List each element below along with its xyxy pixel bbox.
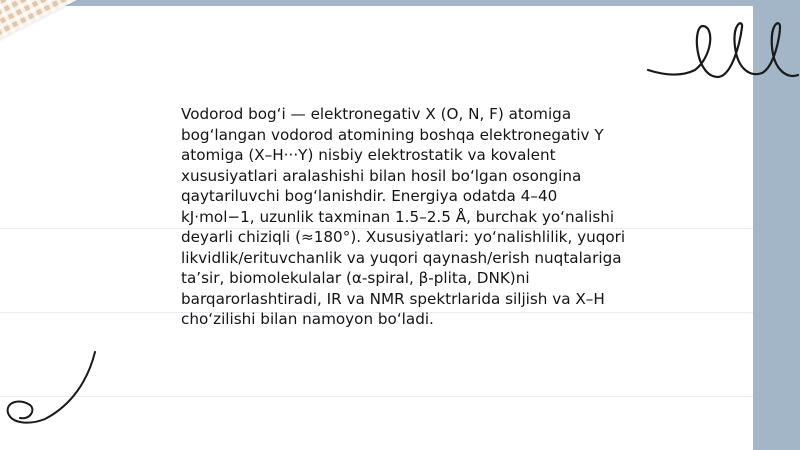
paper-rule-line — [0, 396, 753, 397]
definition-text: Vodorod bog‘i — elektronegativ X (O, N, F) atomiga bog‘langan vodorod atomining boshqa elektronegativ Y atomiga (X–H···Y) nisbiy elektrostatik va kovalent xususiyatlari aralashishi bilan hosil bo‘lgan osongina qaytariluvchi bog‘lanishdir. Energiya odatda 4–40 kJ·mol−1, uzunlik taxminan 1.5–2.5 Å, burchak yo‘nalishi deyarli chiziqli (≈180°). Xususiyatlari: yo‘nalishlilik, yuqori likvidlik/erituvchanlik va yuqori qaynash/erish nuqtalariga ta’sir, biomolekulalar (α-spiral, β-plita, DNK)ni barqarorlashtiradi, IR va NMR spektrlarida siljish va X–H cho‘zilishi bilan namoyon bo‘ladi. — [181, 105, 626, 328]
